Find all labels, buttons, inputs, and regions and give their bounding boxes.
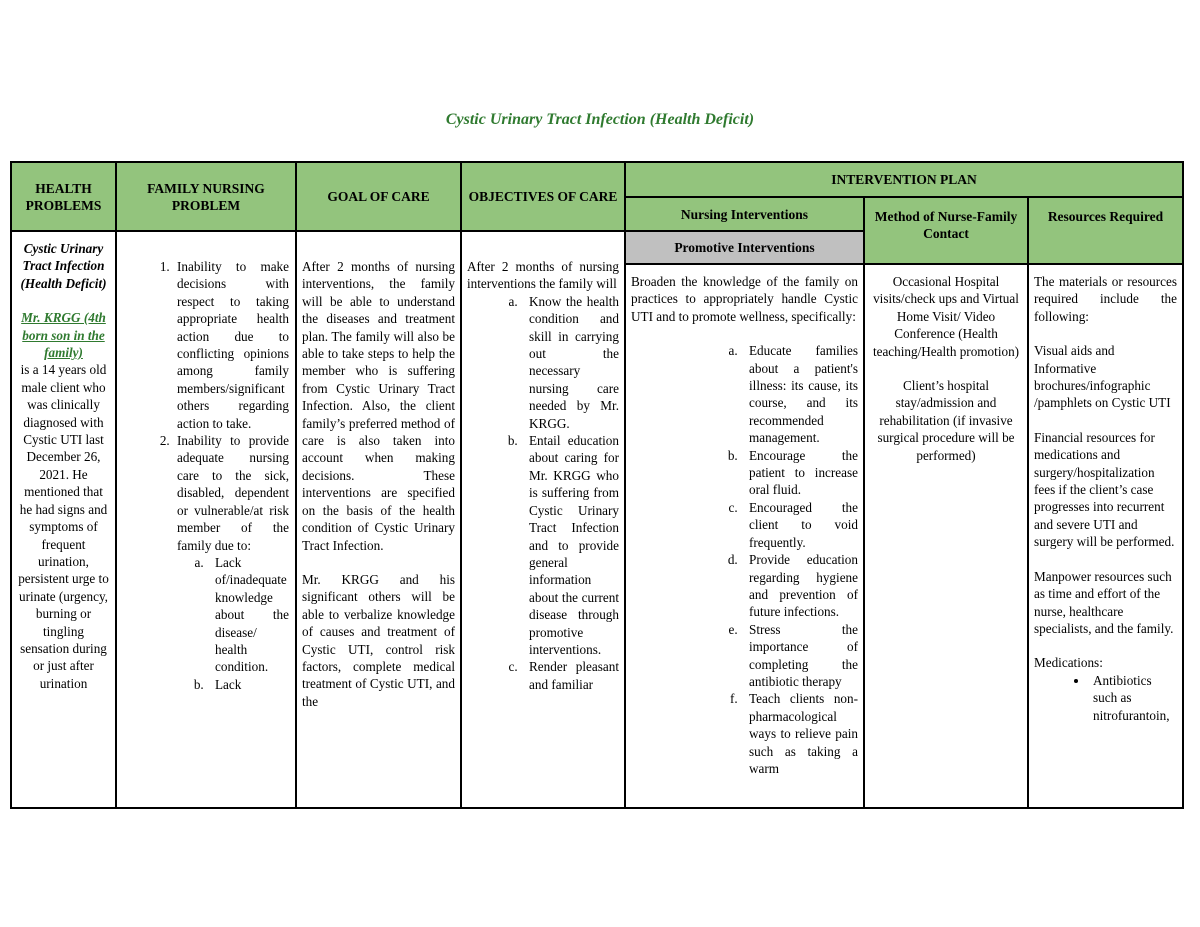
intervention-item: f. Teach clients non-pharmacological ways to relieve pain such as taking a warm: [741, 690, 858, 777]
header-intervention-plan: INTERVENTION PLAN: [626, 163, 1184, 198]
document-title: Cystic Urinary Tract Infection (Health Deficit): [445, 111, 755, 128]
family-problem-item: 1. Inability to make decisions with respect to taking appropriate health action due to conflicting opinions among family members/significant others regarding action to take.: [173, 258, 289, 432]
resources-paragraph: Manpower resources such as time and effort of the nurse, healthcare specialists, and the family.: [1034, 568, 1174, 636]
objectives-cell: [462, 232, 626, 809]
header-method-of-contact: Method of Nurse-Family Contact: [865, 198, 1029, 265]
interventions-list: [631, 342, 858, 777]
objective-item: c. Render pleasant and familiar: [521, 658, 619, 693]
header-promotive-interventions: Promotive Interventions: [626, 232, 865, 265]
intervention-item: e. Stress the importance of completing the antibiotic therapy: [741, 621, 858, 691]
interventions-intro: Broaden the knowledge of the family on practices to appropriately handle Cystic UTI and to promote wellness, specifically:: [631, 274, 858, 324]
family-problem-list: [117, 258, 289, 693]
medication-item: • Antibiotics such as nitrofurantoin,: [1089, 672, 1177, 724]
intervention-item: c. Encouraged the client to void frequently.: [741, 499, 858, 551]
header-objectives-of-care: OBJECTIVES OF CARE: [462, 163, 626, 232]
resources-paragraph: The materials or resources required include the following:: [1034, 274, 1177, 324]
health-problem-name: Cystic Urinary Tract Infection (Health Deficit): [20, 241, 107, 291]
objectives-list: [467, 293, 619, 693]
nursing-interventions-cell: [626, 265, 865, 809]
goal-paragraph: Mr. KRGG and his significant others will be able to verbalize knowledge of causes and treatment of Cystic UTI, control risk factors, complete medical treatment of Cystic UTI, and the: [302, 571, 455, 709]
medication-list: [1034, 672, 1177, 724]
health-problem-description: is a 14 years old male client who was clinically diagnosed with Cystic UTI last December 26, 2021. He mentioned that he had signs and symptoms of frequent urination, persistent urge to urinate (urgency, burning or tingling sensation during or just after urination: [18, 362, 109, 691]
family-problem-subitem: b. Lack: [207, 676, 289, 693]
header-health-problems: HEALTH PROBLEMS: [12, 163, 117, 232]
intervention-item: a. Educate families about a patient's illness: its cause, its course, and its recommended management.: [741, 342, 858, 446]
objectives-intro: After 2 months of nursing interventions the family will: [467, 259, 619, 292]
header-family-nursing-problem: FAMILY NURSING PROBLEM: [117, 163, 297, 232]
header-nursing-interventions: Nursing Interventions: [626, 198, 865, 232]
family-problem-item: 2. Inability to provide adequate nursing care to the sick, disabled, dependent or vulnerable/at risk member of the family due to: a. Lack of/inadequate knowledge about the disease/ health condition. b. Lack: [173, 432, 289, 693]
resources-paragraph: Medications:: [1034, 655, 1103, 671]
method-paragraph: Client’s hospital stay/admission and rehabilitation (if invasive surgical procedure will be performed): [877, 378, 1015, 463]
header-resources-required: Resources Required: [1029, 198, 1184, 265]
method-paragraph: Occasional Hospital visits/check ups and Virtual Home Visit/ Video Conference (Health teaching/Health promotion): [872, 274, 1020, 359]
family-problem-subitem: a. Lack of/inadequate knowledge about the disease/ health condition.: [207, 554, 289, 676]
method-of-contact-cell: [865, 265, 1029, 809]
patient-name: Mr. KRGG (4th born son in the family): [21, 310, 106, 361]
intervention-item: d. Provide education regarding hygiene and prevention of future infections.: [741, 551, 858, 621]
family-problem-sublist: [177, 554, 289, 693]
header-goal-of-care: GOAL OF CARE: [297, 163, 462, 232]
care-plan-table: [10, 161, 1184, 809]
resources-paragraph: Financial resources for medications and surgery/hospitalization fees if the client’s case progresses into recurrent and severe UTI and surgery will be performed.: [1034, 429, 1175, 550]
resources-paragraph: Visual aids and Informative brochures/infographic /pamphlets on Cystic UTI: [1034, 343, 1171, 411]
health-problem-cell: [12, 232, 117, 809]
objective-item: a. Know the health condition and skill in carrying out the necessary nursing care needed by Mr. KRGG.: [521, 293, 619, 432]
family-nursing-problem-cell: [117, 232, 297, 809]
goal-paragraph: After 2 months of nursing interventions, the family will be able to understand the diseases and treatment plan. The family will also be able to take steps to help the member who is suffering from Cystic Urinary Tract Infection. Also, the client family’s preferred method of care is also taken into account when making decisions. These interventions are specified on the basis of the health condition of Cystic Urinary Tract Infection.: [302, 259, 455, 553]
resources-cell: [1029, 265, 1184, 809]
goal-of-care-cell: [297, 232, 462, 809]
intervention-item: b. Encourage the patient to increase oral fluid.: [741, 447, 858, 499]
objective-item: b. Entail education about caring for Mr. KRGG who is suffering from Cystic Urinary Tract Infection and to provide general information about the current disease through promotive interventions.: [521, 432, 619, 658]
